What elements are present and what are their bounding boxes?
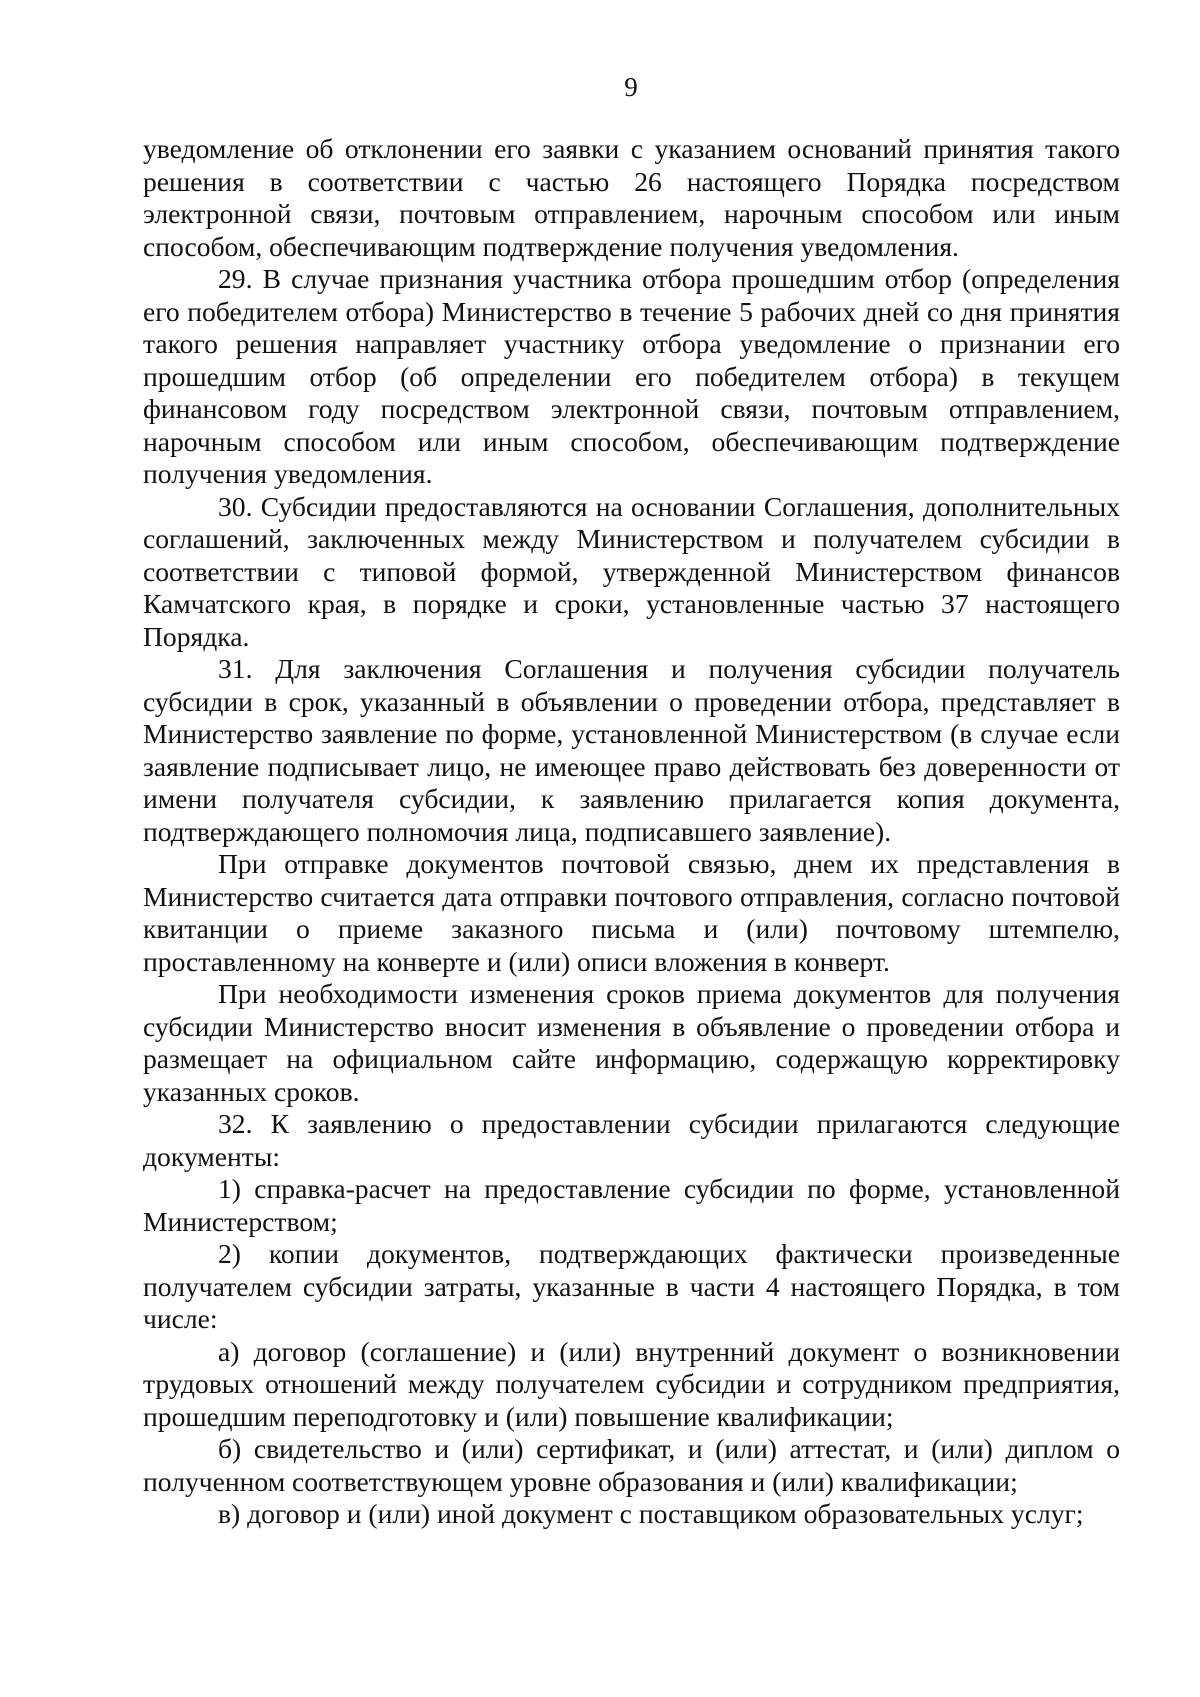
page-number: 9	[624, 72, 638, 102]
list-item-v: в) договор и (или) иной документ с поставщиком образовательных услуг;	[218, 1498, 1084, 1529]
paragraph-deadline-change: При необходимости изменения сроков приема документов для получения субсидии Министерство вносит изменения в объявление о проведении отбора и размещает на официальном сайте информацию, содержащую корректировку указанных сроков.	[143, 978, 1120, 1107]
paragraph-postal-submission: При отправке документов почтовой связью, днем их представления в Министерство считается дата отправки почтового отправления, согласно почтовой квитанции о приеме заказного письма и (или) почтовому штемпелю, проставленному на конверте и (или) описи вложения в конверт.	[143, 848, 1120, 977]
list-item-2: 2) копии документов, подтверждающих фактически произведенные получателем субсидии затраты, указанные в части 4 настоящего Порядка, в том числе:	[143, 1238, 1120, 1334]
paragraph-continuation: уведомление об отклонении его заявки с указанием оснований принятия такого решения в соответствии с частью 26 настоящего Порядка посредством электронной связи, почтовым отправлением, нарочным способом или иным способом, обеспечивающим подтверждение получения уведомления.	[143, 133, 1120, 262]
document-body	[143, 133, 1120, 1531]
paragraph-30: 30. Субсидии предоставляются на основании Соглашения, дополнительных соглашений, заключенных между Министерством и получателем субсидии в соответствии с типовой формой, утвержденной Министерством финансов Камчатского края, в порядке и сроки, установленные частью 37 настоящего Порядка.	[143, 490, 1120, 652]
list-item-b: б) свидетельство и (или) сертификат, и (или) аттестат, и (или) диплом о полученном соответствующем уровне образования и (или) квалификации;	[143, 1433, 1120, 1497]
list-item-a: а) договор (соглашение) и (или) внутренний документ о возникновении трудовых отношений между получателем субсидии и сотрудником предприятия, прошедшим переподготовку и (или) повышение квалификации;	[143, 1335, 1120, 1432]
paragraph-32: 32. К заявлению о предоставлении субсидии прилагаются следующие документы:	[143, 1108, 1120, 1172]
paragraph-29: 29. В случае признания участника отбора прошедшим отбор (определения его победителем отбора) Министерство в течение 5 рабочих дней со дня принятия такого решения направляет участнику отбора уведомление о признании его прошедшим отбор (об определении его победителем отбора) в текущем финансовом году посредством электронной связи, почтовым отправлением, нарочным способом или иным способом, обеспечивающим подтверждение получения уведомления.	[143, 263, 1120, 489]
list-item-1: 1) справка-расчет на предоставление субсидии по форме, установленной Министерством;	[143, 1173, 1120, 1237]
paragraph-31: 31. Для заключения Соглашения и получения субсидии получатель субсидии в срок, указанный в объявлении о проведении отбора, представляет в Министерство заявление по форме, установленной Министерством (в случае если заявление подписывает лицо, не имеющее право действовать без доверенности от имени получателя субсидии, к заявлению прилагается копия документа, подтверждающего полномочия лица, подписавшего заявление).	[143, 653, 1120, 847]
